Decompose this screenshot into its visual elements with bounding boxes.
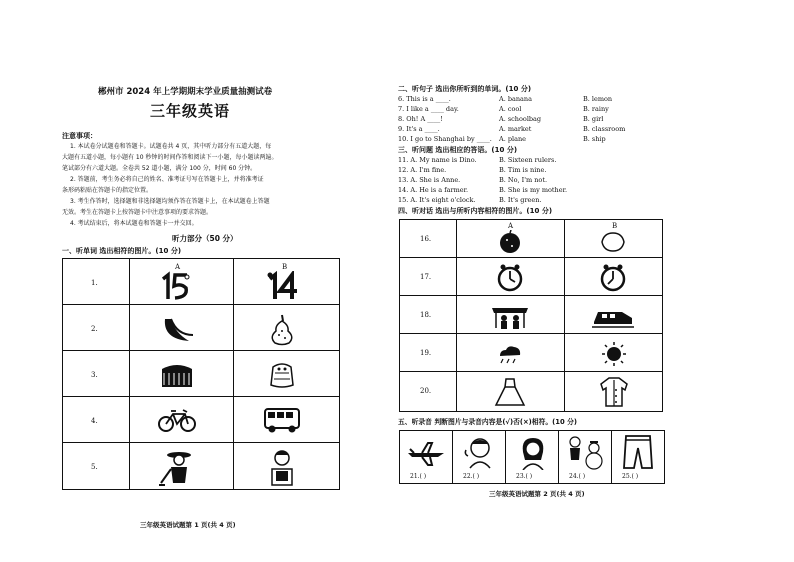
table-row bbox=[400, 296, 662, 334]
question-text: 6. This is a ____. bbox=[398, 95, 451, 103]
student-picture-icon[interactable] bbox=[266, 447, 298, 487]
notice-line: 无效。考生在答题卡上按答题卡中注意事项的要求答题。 bbox=[62, 209, 213, 216]
table-row bbox=[63, 305, 339, 351]
notice-line: 笔试部分有六道大题。全卷共 52 道小题，满分 100 分，时间 60 分钟。 bbox=[62, 165, 257, 172]
bus-picture-icon[interactable] bbox=[263, 406, 301, 434]
market-stall-picture-icon[interactable] bbox=[490, 302, 530, 330]
section1-title: 一、听单词 选出相符的图片。(10 分) bbox=[62, 247, 182, 255]
page-footer: 三年级英语试题第 1 页(共 4 页) bbox=[140, 521, 236, 529]
question-number: 3. bbox=[91, 371, 98, 379]
option-b: B. girl bbox=[583, 115, 604, 123]
cake-picture-icon[interactable] bbox=[159, 359, 195, 391]
section4-title: 四、听对话 选出与所听内容相符的图片。(10 分) bbox=[398, 207, 553, 215]
question-number: 20. bbox=[420, 387, 432, 395]
table-row bbox=[400, 334, 662, 372]
orange-picture-icon[interactable] bbox=[498, 230, 522, 254]
answer-blank[interactable]: 22.( ) bbox=[463, 473, 480, 480]
notice-line: 1. 本试卷分试题卷和答题卡。试题卷共 4 页，其中听力部分有五道大题，每 bbox=[70, 143, 272, 150]
table-row bbox=[400, 258, 662, 296]
boy-picture-icon[interactable] bbox=[462, 434, 498, 470]
section5-title: 五、听录音 判断图片与录音内容是(√)否(×)相符。(10 分) bbox=[398, 418, 577, 426]
notice-line: 2. 答题前，考生务必将自己的姓名、准考证号写在答题卡上，并将准考证 bbox=[70, 176, 264, 183]
notice-line: 大题有五道小题，每小题有 10 秒钟的时间作答和阅读下一小题，每小题读两遍。 bbox=[62, 154, 278, 161]
question-text: 10. I go to Shanghai by ____. bbox=[398, 135, 492, 143]
answer-blank[interactable]: 21.( ) bbox=[410, 473, 427, 480]
bread-picture-icon[interactable] bbox=[267, 359, 297, 391]
section1-table bbox=[62, 258, 340, 490]
answer-blank[interactable]: 25.( ) bbox=[622, 473, 639, 480]
option-b: B. rainy bbox=[583, 105, 609, 113]
exam-title: 三年级英语 bbox=[150, 102, 231, 120]
option-b: B. ship bbox=[583, 135, 606, 143]
notice-line: 条形码粘贴在答题卡的指定位置。 bbox=[62, 187, 153, 194]
option-a-label: A bbox=[508, 222, 514, 230]
table-row bbox=[63, 397, 339, 443]
banana-picture-icon[interactable] bbox=[159, 313, 195, 345]
table-row bbox=[63, 259, 339, 305]
kids-snowman-picture-icon[interactable] bbox=[566, 434, 606, 470]
number-15-picture-icon[interactable] bbox=[159, 271, 193, 301]
answer-blank[interactable]: 23.( ) bbox=[516, 473, 533, 480]
option-b: B. lemon bbox=[583, 95, 613, 103]
page-footer: 三年级英语试题第 2 页(共 4 页) bbox=[489, 490, 585, 498]
option-b: B. No, I'm not. bbox=[499, 176, 548, 184]
sunny-weather-picture-icon[interactable] bbox=[601, 341, 627, 367]
question-number: 1. bbox=[91, 279, 98, 287]
number-14-picture-icon[interactable] bbox=[266, 271, 300, 301]
question-number: 2. bbox=[91, 325, 98, 333]
notice-line: 3. 考生作答时，选择题和非选择题均须作答在答题卡上，在本试题卷上答题 bbox=[70, 198, 270, 205]
question-text: 12. A. I'm fine. bbox=[398, 166, 447, 174]
answer-blank[interactable]: 24.( ) bbox=[569, 473, 586, 480]
pear-picture-icon[interactable] bbox=[267, 311, 297, 347]
exam-header: 郴州市 2024 年上学期期末学业质量抽测试卷 bbox=[98, 87, 273, 97]
pants-picture-icon[interactable] bbox=[620, 434, 656, 470]
question-number: 17. bbox=[420, 273, 432, 281]
question-number: 5. bbox=[91, 463, 98, 471]
option-b: B. Tim is nine. bbox=[499, 166, 547, 174]
right-page bbox=[397, 0, 794, 562]
option-b: B. classroom bbox=[583, 125, 626, 133]
question-text: 14. A. He is a farmer. bbox=[398, 186, 469, 194]
clock-picture-icon[interactable] bbox=[600, 264, 626, 292]
lemon-picture-icon[interactable] bbox=[600, 231, 626, 253]
table-row bbox=[400, 372, 662, 411]
girl-picture-icon[interactable] bbox=[515, 434, 551, 470]
section3-title: 三、听问题 选出相应的答语。(10 分) bbox=[398, 146, 518, 154]
option-a: A. cool bbox=[499, 105, 522, 113]
question-text: 8. Oh! A ____! bbox=[398, 115, 443, 123]
notice-title: 注意事项： bbox=[62, 132, 97, 140]
section5-strip bbox=[399, 430, 665, 484]
option-a-label: A bbox=[175, 263, 181, 271]
question-text: 11. A. My name is Dino. bbox=[398, 156, 477, 164]
section4-table bbox=[399, 219, 663, 412]
table-row bbox=[400, 220, 662, 258]
question-number: 18. bbox=[420, 311, 432, 319]
option-a: A. plane bbox=[499, 135, 526, 143]
dress-picture-icon[interactable] bbox=[494, 377, 526, 407]
train-picture-icon[interactable] bbox=[592, 304, 634, 328]
option-b: B. It's green. bbox=[499, 196, 542, 204]
question-text: 9. It's a ____. bbox=[398, 125, 440, 133]
question-number: 16. bbox=[420, 235, 432, 243]
rainy-weather-picture-icon[interactable] bbox=[496, 342, 524, 366]
question-text: 15. A. It's eight o'clock. bbox=[398, 196, 476, 204]
clock-picture-icon[interactable] bbox=[497, 264, 523, 292]
option-a: A. market bbox=[499, 125, 532, 133]
bike-picture-icon[interactable] bbox=[157, 407, 197, 433]
table-row bbox=[63, 351, 339, 397]
notice-line: 4. 考试结束后，将本试题卷和答题卡一并交回。 bbox=[70, 220, 198, 227]
question-number: 4. bbox=[91, 417, 98, 425]
option-a: A. banana bbox=[499, 95, 532, 103]
option-a: A. schoolbag bbox=[499, 115, 542, 123]
option-b: B. She is my mother. bbox=[499, 186, 568, 194]
question-number: 19. bbox=[420, 349, 432, 357]
option-b-label: B bbox=[282, 263, 288, 271]
table-row bbox=[63, 443, 339, 489]
section2-title: 二、听句子 选出你所听到的单词。(10 分) bbox=[398, 85, 532, 93]
question-text: 13. A. She is Anne. bbox=[398, 176, 461, 184]
option-b: B. Sixteen rulers. bbox=[499, 156, 557, 164]
question-text: 7. I like a ____ day. bbox=[398, 105, 459, 113]
coat-picture-icon[interactable] bbox=[599, 376, 629, 408]
listening-heading: 听力部分（50 分） bbox=[172, 234, 238, 243]
farmer-picture-icon[interactable] bbox=[157, 447, 199, 487]
option-b-label: B bbox=[612, 222, 618, 230]
plane-picture-icon[interactable] bbox=[406, 439, 446, 467]
